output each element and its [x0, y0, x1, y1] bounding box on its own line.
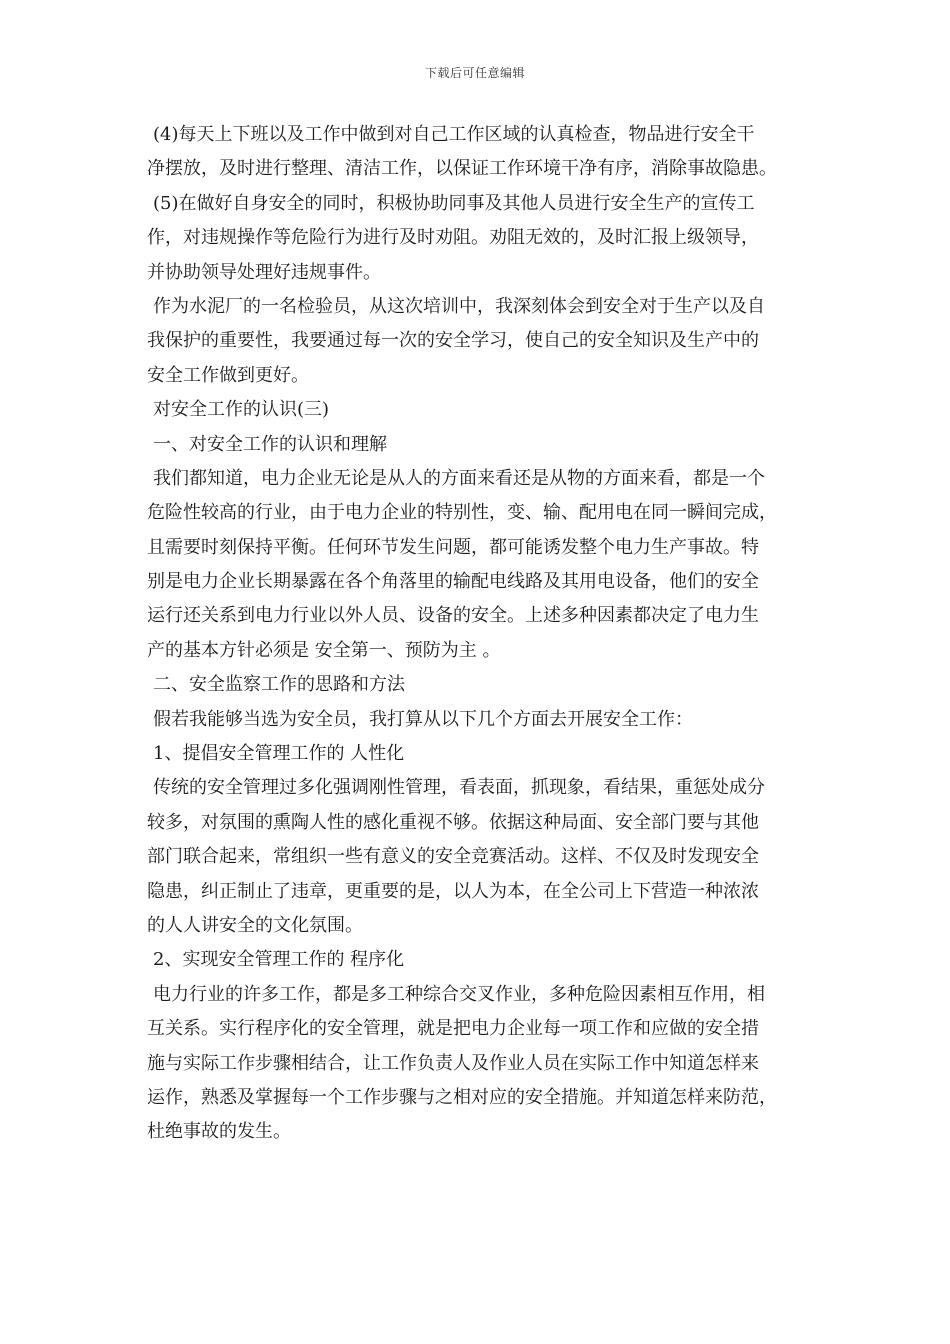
paragraph-line: 电力行业的许多工作，都是多工种综合交叉作业，多种危险因素相互作用，相 — [153, 983, 765, 1005]
paragraph-line: 我们都知道，电力企业无论是从人的方面来看还是从物的方面来看，都是一个 — [153, 467, 765, 489]
subsection-heading: 2、实现安全管理工作的 程序化 — [153, 949, 405, 971]
paragraph-line: 别是电力企业长期暴露在各个角落里的输配电线路及其用电设备，他们的安全 — [147, 571, 759, 593]
section-title: 对安全工作的认识(三) — [153, 399, 330, 421]
paragraph-line: 作，对违规操作等危险行为进行及时劝阻。劝阻无效的，及时汇报上级领导， — [147, 227, 759, 249]
paragraph-line: (5)在做好自身安全的同时，积极协助同事及其他人员进行安全生产的宣传工 — [153, 192, 755, 214]
paragraph-line: 且需要时刻保持平衡。任何环节发生问题，都可能诱发整个电力生产事故。特 — [147, 536, 759, 558]
paragraph-line: 危险性较高的行业，由于电力企业的特别性，变、输、配用电在同一瞬间完成， — [147, 502, 777, 524]
paragraph-line: (4)每天上下班以及工作中做到对自己工作区域的认真检查，物品进行安全干 — [153, 124, 755, 145]
paragraph-line: 部门联合起来，常组织一些有意义的安全竞赛活动。这样、不仅及时发现安全 — [147, 846, 759, 868]
paragraph-line: 运行还关系到电力行业以外人员、设备的安全。上述多种因素都决定了电力生 — [147, 605, 759, 627]
paragraph-line: 隐患，纠正制止了违章，更重要的是，以人为本，在全公司上下营造一种浓浓 — [147, 880, 759, 902]
paragraph-line: 施与实际工作步骤相结合，让工作负责人及作业人员在实际工作中知道怎样来 — [147, 1052, 759, 1074]
document-body — [147, 118, 819, 1150]
paragraph-line: 运作，熟悉及掌握每一个工作步骤与之相对应的安全措施。并知道怎样来防范， — [147, 1086, 777, 1108]
page-header-note: 下载后可任意编辑 — [424, 66, 525, 80]
paragraph-line: 较多，对氛围的熏陶人性的感化重视不够。依据这种局面、安全部门要与其他 — [147, 811, 759, 833]
section-heading: 一、对安全工作的认识和理解 — [153, 433, 387, 455]
paragraph-line: 的人人讲安全的文化氛围。 — [147, 914, 363, 936]
subsection-heading: 1、提倡安全管理工作的 人性化 — [153, 743, 405, 765]
paragraph-line: 互关系。实行程序化的安全管理，就是把电力企业每一项工作和应做的安全措 — [147, 1018, 759, 1040]
paragraph-line: 产的基本方针必须是 安全第一、预防为主 。 — [147, 639, 501, 661]
paragraph-line: 安全工作做到更好。 — [147, 364, 309, 386]
section-heading: 二、安全监察工作的思路和方法 — [153, 674, 405, 696]
paragraph-line: 假若我能够当选为安全员，我打算从以下几个方面去开展安全工作： — [153, 708, 693, 730]
paragraph-line: 作为水泥厂的一名检验员，从这次培训中，我深刻体会到安全对于生产以及自 — [153, 295, 765, 317]
paragraph-line: 传统的安全管理过多化强调刚性管理，看表面，抓现象，看结果，重惩处成分 — [153, 777, 765, 799]
paragraph-line: 并协助领导处理好违规事件。 — [147, 261, 381, 283]
paragraph-line: 杜绝事故的发生。 — [147, 1121, 291, 1143]
paragraph-line: 我保护的重要性，我要通过每一次的安全学习，使自己的安全知识及生产中的 — [147, 330, 759, 352]
paragraph-line: 净摆放，及时进行整理、清洁工作，以保证工作环境干净有序，消除事故隐患。 — [147, 158, 777, 180]
